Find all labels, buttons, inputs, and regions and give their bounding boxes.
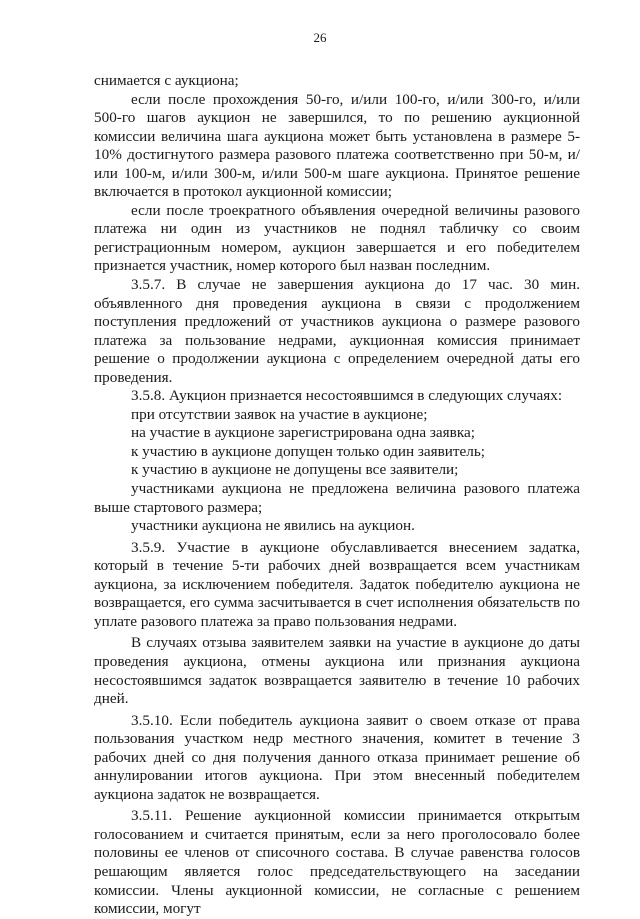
document-body [94,72,580,919]
paragraph-3-5-10: 3.5.10. Если победитель аукциона заявит о своем отказе от права пользования участком недр местного значения, комитет в течение 3 рабочих дней со дня получения данного отказа принимает решение об аннулировании итогов аукциона. При этом внесенный победителем аукциона задаток не возвращается. [94,711,580,803]
paragraph-auction-step-change: если после прохождения 50-го, и/или 100-го, и/или 300-го, и/или 500-го шагов аукцион не завершился, то по решению аукционной комиссии величина шага аукциона может быть установлена в размере 5-10% достигнутого размера разового платежа соответственно при 50-м, и/или 100-м, и/или 300-м, и/или 500-м шаге аукциона. Принятое решение включается в протокол аукционной комиссии; [94,90,580,201]
paragraph-3-5-7: 3.5.7. В случае не завершения аукциона до 17 час. 30 мин. объявленного дня проведения аукциона в связи с продолжением поступления предложений от участников аукциона о размере разового платежа за пользование недрами, аукционная комиссия принимает решение о продолжении аукциона с определением очередной даты его проведения. [94,276,580,386]
paragraph-3-5-11: 3.5.11. Решение аукционной комиссии принимается открытым голосованием и считается принятым, если за него проголосовало более половины ее членов от списочного состава. В случае равенства голосов решающим является голос председательствующего на заседании комиссии. Члены аукционной комиссии, не согласные с решением комиссии, могут [94,807,580,918]
list-item-failed-case-3: к участию в аукционе допущен только один заявитель; [131,442,486,460]
paragraph-auction-completion: если после троекратного объявления очередной величины разового платежа ни один из участников не поднял табличку со своим регистрационным номером, аукцион завершается и его победителем признается участник, номер которого был назван последним. [94,201,580,275]
list-item-failed-case-6: участники аукциона не явились на аукцион. [131,517,415,535]
page-number: 26 [313,30,327,45]
paragraph-3-5-9: 3.5.9. Участие в аукционе обуславливается внесением задатка, который в течение 5-ти рабочих дней возвращается всем участникам аукциона, за исключением победителя. Задаток победителю аукциона не возвращается, его сумма засчитывается в счет исполнения обязательств по уплате разового платежа за право пользования недрами. [94,538,580,630]
list-item-failed-case-5: участниками аукциона не предложена величина разового платежа выше стартового размера; [94,480,580,516]
paragraph-3-5-8: 3.5.8. Аукцион признается несостоявшимся в следующих случаях: [131,387,563,405]
list-item-failed-case-1: при отсутствии заявок на участие в аукционе; [131,405,428,423]
paragraph-deposit-return: В случаях отзыва заявителем заявки на участие в аукционе до даты проведения аукциона, отмены аукциона или признания аукциона несостоявшимся задаток возвращается заявителю в течение 10 рабочих дней. [94,634,580,708]
list-item-failed-case-4: к участию в аукционе не допущены все заявители; [131,461,459,479]
list-item-failed-case-2: на участие в аукционе зарегистрирована одна заявка; [131,424,475,442]
paragraph-continuation: снимается с аукциона; [94,72,239,89]
